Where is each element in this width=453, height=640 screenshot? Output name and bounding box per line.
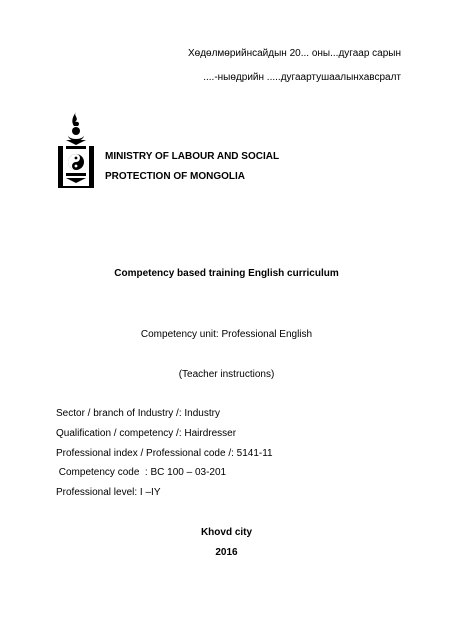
soyombo-emblem-icon — [56, 110, 96, 192]
competency-unit: Competency unit: Professional English — [140, 329, 313, 340]
footer-city: Khovd city — [200, 527, 253, 538]
ministry-line-1: MINISTRY OF LABOUR AND SOCIAL — [105, 151, 280, 162]
detail-sector: Sector / branch of Industry /: Industry — [56, 408, 220, 419]
document-title: Competency based training English curriculum — [114, 268, 339, 279]
detail-qualification: Qualification / competency /: Hairdresser — [56, 428, 237, 439]
header-line-1: Хөдөлмөрийнсайдын 20... оны...дугаар сарын — [187, 48, 401, 59]
ministry-line-2: PROTECTION OF MONGOLIA — [105, 171, 245, 182]
detail-professional-index: Professional index / Professional code /: 5141-11 — [56, 448, 273, 459]
detail-competency-code: Competency code : BC 100 – 03-201 — [56, 467, 227, 478]
footer-year: 2016 — [215, 547, 238, 558]
detail-professional-level: Professional level: I –IY — [56, 487, 161, 498]
header-line-2: ....-ныөдрийн .....дугаартушаалынхавсралт — [203, 72, 401, 83]
document-subtitle: (Teacher instructions) — [178, 369, 275, 380]
